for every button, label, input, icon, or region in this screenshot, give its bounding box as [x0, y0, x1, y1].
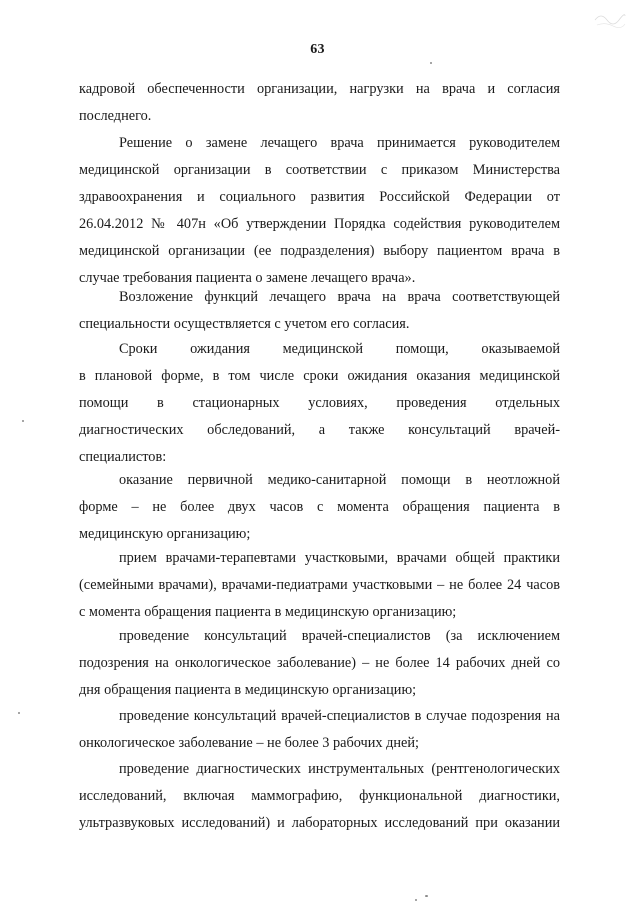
text-line: подозрения на онкологическое заболевание) – не более 14 рабочих дней со: [79, 655, 560, 671]
paragraph-doctor-replacement: [79, 130, 560, 292]
text-line: специалистов:: [79, 449, 167, 465]
text-line: проведение консультаций врачей-специалистов в случае подозрения на: [119, 708, 560, 724]
text-line: прием врачами-терапевтами участковыми, врачами общей практики: [119, 550, 560, 566]
text-line: последнего.: [79, 108, 152, 124]
text-line: форме – не более двух часов с момента обращения пациента в: [79, 499, 560, 515]
scan-speck: [415, 899, 417, 901]
text-line: 26.04.2012 № 407н «Об утверждении Порядка содействия руководителем: [79, 216, 560, 232]
text-line: Возложение функций лечащего врача на врача соответствующей: [119, 289, 560, 305]
text-line: оказание первичной медико-санитарной помощи в неотложной: [119, 472, 560, 488]
paragraph-specialist-consultations: [79, 623, 560, 704]
text-line: медицинскую организацию;: [79, 526, 251, 542]
text-line: случае требования пациента о замене лечащего врача».: [79, 270, 416, 286]
text-line: в плановой форме, в том числе сроки ожидания оказания медицинской: [79, 368, 560, 384]
text-line: с момента обращения пациента в медицинскую организацию;: [79, 604, 457, 620]
text-line: исследований, включая маммографию, функциональной диагностики,: [79, 788, 560, 804]
scan-speck: [18, 712, 20, 714]
text-line: онкологическое заболевание – не более 3 рабочих дней;: [79, 735, 419, 751]
text-line: дня обращения пациента в медицинскую организацию;: [79, 682, 417, 698]
text-line: (семейными врачами), врачами-педиатрами участковыми – не более 24 часов: [79, 577, 560, 593]
paragraph-continuation: [79, 76, 560, 130]
scan-artifact-mark: [593, 10, 627, 30]
text-line: Сроки ожидания медицинской помощи, оказываемой: [119, 341, 560, 357]
paragraph-function-assignment: [79, 284, 560, 338]
page-number: 63: [310, 42, 325, 57]
paragraph-diagnostic-studies: [79, 756, 560, 837]
paragraph-waiting-times: [79, 336, 560, 471]
text-line: специальности осуществляется с учетом его согласия.: [79, 316, 410, 332]
text-line: проведение консультаций врачей-специалистов (за исключением: [119, 628, 560, 644]
text-line: диагностических обследований, а также консультаций врачей-: [79, 422, 560, 438]
scan-speck: [22, 420, 24, 422]
text-line: проведение диагностических инструментальных (рентгенологических: [119, 761, 560, 777]
text-line: ультразвуковых исследований) и лабораторных исследований при оказании: [79, 815, 560, 831]
paragraph-therapist-appointment: [79, 545, 560, 626]
scan-speck: [425, 895, 428, 897]
text-line: медицинской организации в соответствии с приказом Министерства: [79, 162, 560, 178]
paragraph-urgent-care: [79, 467, 560, 548]
scan-speck: [430, 62, 432, 64]
text-line: помощи в стационарных условиях, проведения отдельных: [79, 395, 560, 411]
text-line: здравоохранения и социального развития Российской Федерации от: [79, 189, 560, 205]
text-line: кадровой обеспеченности организации, нагрузки на врача и согласия: [79, 81, 560, 97]
paragraph-oncology-consultations: [79, 703, 560, 757]
text-line: медицинской организации (ее подразделения) выбору пациентом врача в: [79, 243, 560, 259]
text-line: Решение о замене лечащего врача принимается руководителем: [119, 135, 560, 151]
